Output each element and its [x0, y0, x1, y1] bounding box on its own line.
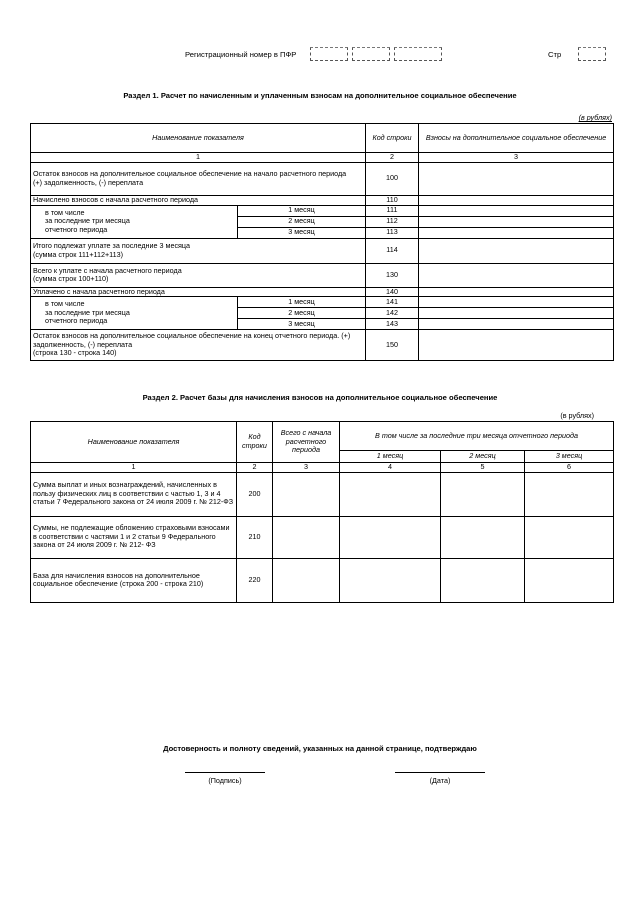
col-number: 2 — [237, 463, 273, 473]
table-row — [31, 205, 614, 216]
table-row — [31, 287, 614, 297]
table-row — [31, 330, 614, 361]
reg-number-field-1[interactable] — [310, 47, 348, 61]
row-name: Всего к уплате с начала расчетного периода (сумма строк 100+110) — [31, 263, 366, 287]
table-row — [31, 195, 614, 205]
section1-title: Раздел 1. Расчет по начисленным и уплаченным взносам на дополнительное социальное обеспечение — [123, 91, 517, 100]
section1-units: (в рублях) — [578, 113, 612, 122]
row-code: 113 — [366, 227, 419, 238]
section2-units: (в рублях) — [560, 411, 594, 420]
table-row — [31, 238, 614, 263]
row-name: Итого подлежат уплате за последние 3 месяца (сумма строк 111+112+113) — [31, 238, 366, 263]
col-number: 6 — [525, 463, 614, 473]
row-name: Уплачено с начала расчетного периода — [31, 287, 366, 297]
confirmation-text: Достоверность и полноту сведений, указанных на данной странице, подтверждаю — [163, 744, 477, 753]
value-cell-220-total[interactable] — [273, 558, 340, 602]
value-cell-114[interactable] — [419, 238, 614, 263]
col-header-code: Код строки — [237, 422, 273, 463]
value-cell-210-m3[interactable] — [525, 516, 614, 558]
row-code: 111 — [366, 205, 419, 216]
table-header-row — [31, 422, 614, 451]
col-number: 1 — [31, 153, 366, 163]
row-month: 1 месяц — [238, 205, 366, 216]
signature-label: (Подпись) — [208, 776, 242, 785]
row-group-label: в том числе за последние три месяца отчетного периода — [31, 297, 238, 330]
section1-table — [30, 123, 614, 361]
value-cell-200-total[interactable] — [273, 472, 340, 516]
row-code: 150 — [366, 330, 419, 361]
value-cell-220-m2[interactable] — [441, 558, 525, 602]
column-numbers-row — [31, 463, 614, 473]
value-cell-200-m1[interactable] — [340, 472, 441, 516]
col-header-total: Всего с начала расчетного периода — [273, 422, 340, 463]
table-row — [31, 162, 614, 195]
row-name: Начислено взносов с начала расчетного периода — [31, 195, 366, 205]
col-header-contrib: Взносы на дополнительное социальное обеспечение — [419, 124, 614, 153]
section2-title: Раздел 2. Расчет базы для начисления взносов на дополнительное социальное обеспечение — [142, 393, 498, 402]
col-number: 2 — [366, 153, 419, 163]
value-cell-200-m2[interactable] — [441, 472, 525, 516]
page-number-field[interactable] — [578, 47, 606, 61]
col-number: 4 — [340, 463, 441, 473]
row-month: 3 месяц — [238, 227, 366, 238]
value-cell-220-m1[interactable] — [340, 558, 441, 602]
value-cell-141[interactable] — [419, 297, 614, 308]
row-name: База для начисления взносов на дополнительное социальное обеспечение (строка 200 - строка 210) — [31, 558, 237, 602]
col-number: 3 — [419, 153, 614, 163]
row-code: 114 — [366, 238, 419, 263]
row-group-label: в том числе за последние три месяца отчетного периода — [31, 205, 238, 238]
col-header-m1: 1 месяц — [340, 451, 441, 463]
value-cell-112[interactable] — [419, 216, 614, 227]
col-number: 5 — [441, 463, 525, 473]
value-cell-150[interactable] — [419, 330, 614, 361]
row-code: 110 — [366, 195, 419, 205]
value-cell-210-m2[interactable] — [441, 516, 525, 558]
table-row — [31, 297, 614, 308]
row-name: Суммы, не подлежащие обложению страховыми взносами в соответствии с частями 1 и 2 статьи 9 Федерального закона от 24 июля 2009 г. № 212- ФЗ — [31, 516, 237, 558]
row-code: 200 — [237, 472, 273, 516]
row-name: Остаток взносов на дополнительное социальное обеспечение на конец отчетного периода. (+) задолженность, (-) переплата (строка 130 - строка 140) — [31, 330, 366, 361]
row-code: 143 — [366, 319, 419, 330]
col-header-m3: 3 месяц — [525, 451, 614, 463]
table-row — [31, 516, 614, 558]
col-number: 3 — [273, 463, 340, 473]
page-label: Стр — [548, 50, 562, 59]
value-cell-110[interactable] — [419, 195, 614, 205]
signature-line[interactable] — [185, 772, 265, 773]
col-header-m2: 2 месяц — [441, 451, 525, 463]
col-header-last3: В том числе за последние три месяца отчетного периода — [340, 422, 614, 451]
reg-number-field-2[interactable] — [352, 47, 390, 61]
row-code: 210 — [237, 516, 273, 558]
value-cell-142[interactable] — [419, 308, 614, 319]
row-month: 3 месяц — [238, 319, 366, 330]
row-code: 141 — [366, 297, 419, 308]
row-code: 112 — [366, 216, 419, 227]
reg-number-label: Регистрационный номер в ПФР — [185, 50, 297, 59]
column-numbers-row — [31, 153, 614, 163]
row-code: 140 — [366, 287, 419, 297]
value-cell-111[interactable] — [419, 205, 614, 216]
value-cell-140[interactable] — [419, 287, 614, 297]
value-cell-100[interactable] — [419, 162, 614, 195]
table-row — [31, 558, 614, 602]
reg-number-field-3[interactable] — [394, 47, 442, 61]
col-header-name: Наименование показателя — [31, 124, 366, 153]
row-month: 1 месяц — [238, 297, 366, 308]
value-cell-143[interactable] — [419, 319, 614, 330]
value-cell-220-m3[interactable] — [525, 558, 614, 602]
value-cell-113[interactable] — [419, 227, 614, 238]
section2-table — [30, 421, 614, 603]
col-header-code: Код строки — [366, 124, 419, 153]
row-month: 2 месяц — [238, 308, 366, 319]
table-header-row — [31, 124, 614, 153]
table-row — [31, 472, 614, 516]
col-header-name: Наименование показателя — [31, 422, 237, 463]
value-cell-210-m1[interactable] — [340, 516, 441, 558]
row-month: 2 месяц — [238, 216, 366, 227]
date-line[interactable] — [395, 772, 485, 773]
table-row — [31, 263, 614, 287]
row-name: Остаток взносов на дополнительное социальное обеспечение на начало расчетного периода (+) задолженность, (-) переплата — [31, 162, 366, 195]
row-code: 100 — [366, 162, 419, 195]
col-number: 1 — [31, 463, 237, 473]
value-cell-200-m3[interactable] — [525, 472, 614, 516]
row-code: 142 — [366, 308, 419, 319]
date-label: (Дата) — [429, 776, 451, 785]
value-cell-210-total[interactable] — [273, 516, 340, 558]
row-name: Сумма выплат и иных вознаграждений, начисленных в пользу физических лиц в соответствии с частью 1, 3 и 4 статьи 7 Федерального закона от 24 июля 2009 г. № 212-ФЗ — [31, 472, 237, 516]
row-code: 220 — [237, 558, 273, 602]
row-code: 130 — [366, 263, 419, 287]
value-cell-130[interactable] — [419, 263, 614, 287]
